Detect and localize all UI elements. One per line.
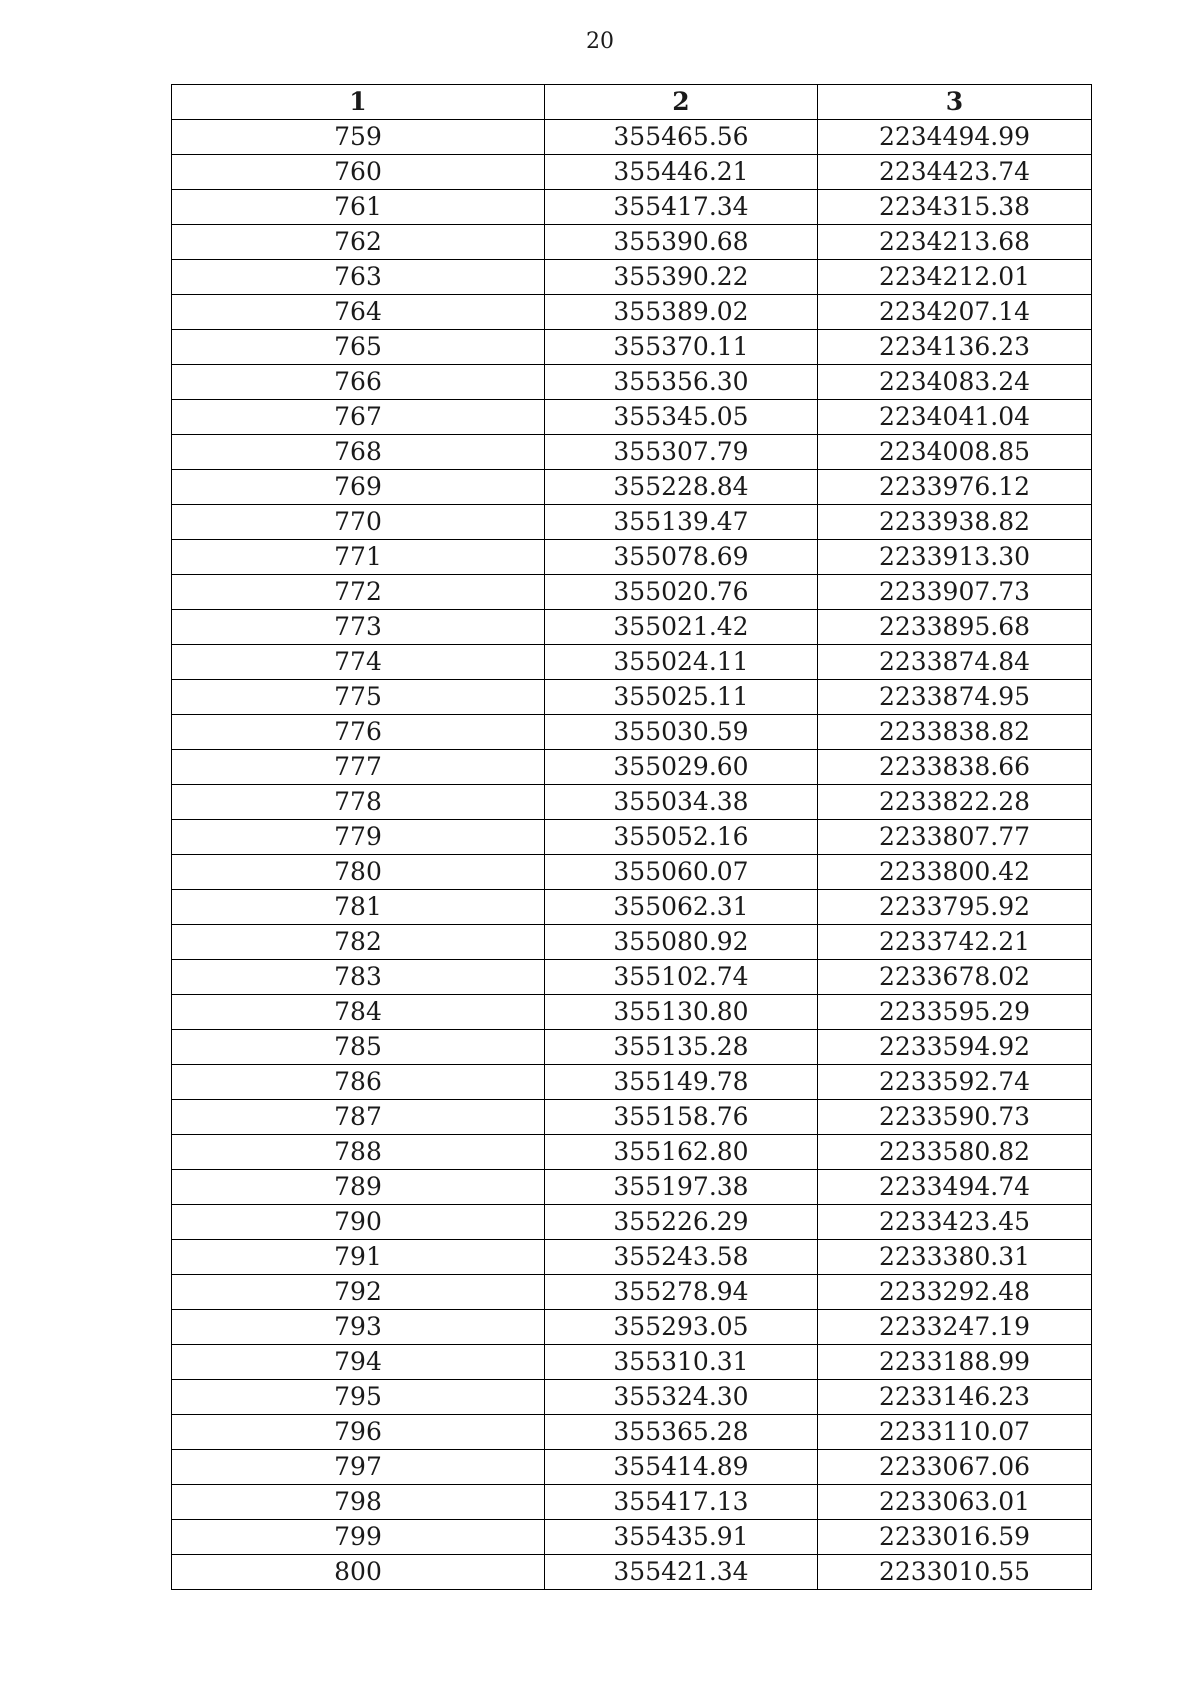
point-number-cell: 783 [172, 960, 545, 995]
table-row [172, 1310, 1092, 1345]
x-coordinate-cell: 355130.80 [545, 995, 818, 1030]
x-coordinate-cell: 355465.56 [545, 120, 818, 155]
y-coordinate-cell: 2233580.82 [818, 1135, 1092, 1170]
point-number-cell: 793 [172, 1310, 545, 1345]
point-number-cell: 778 [172, 785, 545, 820]
table-body [172, 120, 1092, 1590]
x-coordinate-cell: 355029.60 [545, 750, 818, 785]
x-coordinate-cell: 355421.34 [545, 1555, 818, 1590]
point-number-cell: 776 [172, 715, 545, 750]
y-coordinate-cell: 2233807.77 [818, 820, 1092, 855]
point-number-cell: 767 [172, 400, 545, 435]
x-coordinate-cell: 355025.11 [545, 680, 818, 715]
x-coordinate-cell: 355390.22 [545, 260, 818, 295]
y-coordinate-cell: 2233913.30 [818, 540, 1092, 575]
x-coordinate-cell: 355417.13 [545, 1485, 818, 1520]
x-coordinate-cell: 355078.69 [545, 540, 818, 575]
point-number-cell: 761 [172, 190, 545, 225]
table-row [172, 1345, 1092, 1380]
point-number-cell: 780 [172, 855, 545, 890]
y-coordinate-cell: 2234315.38 [818, 190, 1092, 225]
x-coordinate-cell: 355020.76 [545, 575, 818, 610]
table-row [172, 1520, 1092, 1555]
x-coordinate-cell: 355345.05 [545, 400, 818, 435]
y-coordinate-cell: 2234213.68 [818, 225, 1092, 260]
table-row [172, 610, 1092, 645]
x-coordinate-cell: 355158.76 [545, 1100, 818, 1135]
y-coordinate-cell: 2233016.59 [818, 1520, 1092, 1555]
x-coordinate-cell: 355324.30 [545, 1380, 818, 1415]
x-coordinate-cell: 355435.91 [545, 1520, 818, 1555]
table-row [172, 1100, 1092, 1135]
table-row [172, 540, 1092, 575]
table-row [172, 120, 1092, 155]
table-row [172, 505, 1092, 540]
x-coordinate-cell: 355021.42 [545, 610, 818, 645]
y-coordinate-cell: 2233592.74 [818, 1065, 1092, 1100]
table-row [172, 1555, 1092, 1590]
point-number-cell: 798 [172, 1485, 545, 1520]
point-number-cell: 795 [172, 1380, 545, 1415]
y-coordinate-cell: 2233292.48 [818, 1275, 1092, 1310]
y-coordinate-cell: 2234008.85 [818, 435, 1092, 470]
point-number-cell: 760 [172, 155, 545, 190]
table-row [172, 1415, 1092, 1450]
x-coordinate-cell: 355080.92 [545, 925, 818, 960]
point-number-cell: 765 [172, 330, 545, 365]
table-row [172, 330, 1092, 365]
x-coordinate-cell: 355052.16 [545, 820, 818, 855]
x-coordinate-cell: 355149.78 [545, 1065, 818, 1100]
y-coordinate-cell: 2233494.74 [818, 1170, 1092, 1205]
point-number-cell: 792 [172, 1275, 545, 1310]
table-row [172, 750, 1092, 785]
point-number-cell: 781 [172, 890, 545, 925]
y-coordinate-cell: 2233874.95 [818, 680, 1092, 715]
point-number-cell: 777 [172, 750, 545, 785]
table-row [172, 190, 1092, 225]
table-row [172, 155, 1092, 190]
y-coordinate-cell: 2234207.14 [818, 295, 1092, 330]
y-coordinate-cell: 2233895.68 [818, 610, 1092, 645]
point-number-cell: 769 [172, 470, 545, 505]
table-row [172, 645, 1092, 680]
point-number-cell: 800 [172, 1555, 545, 1590]
point-number-cell: 782 [172, 925, 545, 960]
table-row [172, 785, 1092, 820]
x-coordinate-cell: 355162.80 [545, 1135, 818, 1170]
point-number-cell: 786 [172, 1065, 545, 1100]
x-coordinate-cell: 355356.30 [545, 365, 818, 400]
x-coordinate-cell: 355307.79 [545, 435, 818, 470]
x-coordinate-cell: 355030.59 [545, 715, 818, 750]
point-number-cell: 789 [172, 1170, 545, 1205]
point-number-cell: 779 [172, 820, 545, 855]
x-coordinate-cell: 355446.21 [545, 155, 818, 190]
point-number-cell: 764 [172, 295, 545, 330]
x-coordinate-cell: 355293.05 [545, 1310, 818, 1345]
y-coordinate-cell: 2234423.74 [818, 155, 1092, 190]
y-coordinate-cell: 2233595.29 [818, 995, 1092, 1030]
point-number-cell: 771 [172, 540, 545, 575]
y-coordinate-cell: 2234136.23 [818, 330, 1092, 365]
y-coordinate-cell: 2233063.01 [818, 1485, 1092, 1520]
y-coordinate-cell: 2233110.07 [818, 1415, 1092, 1450]
table-row [172, 260, 1092, 295]
y-coordinate-cell: 2233594.92 [818, 1030, 1092, 1065]
x-coordinate-cell: 355365.28 [545, 1415, 818, 1450]
y-coordinate-cell: 2234041.04 [818, 400, 1092, 435]
y-coordinate-cell: 2233907.73 [818, 575, 1092, 610]
coordinates-table [171, 84, 1092, 1590]
table-row [172, 295, 1092, 330]
y-coordinate-cell: 2233822.28 [818, 785, 1092, 820]
table-header-row [172, 85, 1092, 120]
table-row [172, 1135, 1092, 1170]
x-coordinate-cell: 355226.29 [545, 1205, 818, 1240]
table-row [172, 365, 1092, 400]
x-coordinate-cell: 355390.68 [545, 225, 818, 260]
table-row [172, 820, 1092, 855]
table-row [172, 225, 1092, 260]
point-number-cell: 763 [172, 260, 545, 295]
table-row [172, 960, 1092, 995]
table-row [172, 715, 1092, 750]
table-row [172, 1450, 1092, 1485]
y-coordinate-cell: 2234494.99 [818, 120, 1092, 155]
x-coordinate-cell: 355060.07 [545, 855, 818, 890]
y-coordinate-cell: 2233838.66 [818, 750, 1092, 785]
y-coordinate-cell: 2233742.21 [818, 925, 1092, 960]
y-coordinate-cell: 2233380.31 [818, 1240, 1092, 1275]
point-number-cell: 775 [172, 680, 545, 715]
y-coordinate-cell: 2233188.99 [818, 1345, 1092, 1380]
table-row [172, 995, 1092, 1030]
point-number-cell: 762 [172, 225, 545, 260]
point-number-cell: 787 [172, 1100, 545, 1135]
point-number-cell: 774 [172, 645, 545, 680]
x-coordinate-cell: 355062.31 [545, 890, 818, 925]
table-row [172, 1275, 1092, 1310]
page-number: 20 [586, 29, 614, 54]
y-coordinate-cell: 2233795.92 [818, 890, 1092, 925]
y-coordinate-cell: 2233247.19 [818, 1310, 1092, 1345]
x-coordinate-cell: 355417.34 [545, 190, 818, 225]
table-row [172, 400, 1092, 435]
table-row [172, 855, 1092, 890]
x-coordinate-cell: 355243.58 [545, 1240, 818, 1275]
x-coordinate-cell: 355278.94 [545, 1275, 818, 1310]
table-row [172, 1205, 1092, 1240]
y-coordinate-cell: 2233590.73 [818, 1100, 1092, 1135]
y-coordinate-cell: 2233838.82 [818, 715, 1092, 750]
x-coordinate-cell: 355135.28 [545, 1030, 818, 1065]
x-coordinate-cell: 355370.11 [545, 330, 818, 365]
point-number-cell: 794 [172, 1345, 545, 1380]
point-number-cell: 759 [172, 120, 545, 155]
x-coordinate-cell: 355034.38 [545, 785, 818, 820]
table-row [172, 1485, 1092, 1520]
x-coordinate-cell: 355389.02 [545, 295, 818, 330]
y-coordinate-cell: 2233976.12 [818, 470, 1092, 505]
y-coordinate-cell: 2233874.84 [818, 645, 1092, 680]
y-coordinate-cell: 2233423.45 [818, 1205, 1092, 1240]
y-coordinate-cell: 2234212.01 [818, 260, 1092, 295]
column-header: 3 [818, 85, 1092, 120]
table-row [172, 1380, 1092, 1415]
point-number-cell: 768 [172, 435, 545, 470]
point-number-cell: 770 [172, 505, 545, 540]
point-number-cell: 788 [172, 1135, 545, 1170]
point-number-cell: 797 [172, 1450, 545, 1485]
x-coordinate-cell: 355139.47 [545, 505, 818, 540]
table-row [172, 680, 1092, 715]
y-coordinate-cell: 2233938.82 [818, 505, 1092, 540]
x-coordinate-cell: 355197.38 [545, 1170, 818, 1205]
point-number-cell: 785 [172, 1030, 545, 1065]
x-coordinate-cell: 355414.89 [545, 1450, 818, 1485]
point-number-cell: 796 [172, 1415, 545, 1450]
table-row [172, 1170, 1092, 1205]
x-coordinate-cell: 355024.11 [545, 645, 818, 680]
point-number-cell: 773 [172, 610, 545, 645]
x-coordinate-cell: 355310.31 [545, 1345, 818, 1380]
table-row [172, 1030, 1092, 1065]
table-row [172, 435, 1092, 470]
table-row [172, 890, 1092, 925]
table-row [172, 925, 1092, 960]
point-number-cell: 790 [172, 1205, 545, 1240]
table-row [172, 1240, 1092, 1275]
y-coordinate-cell: 2233067.06 [818, 1450, 1092, 1485]
column-header: 1 [172, 85, 545, 120]
y-coordinate-cell: 2233678.02 [818, 960, 1092, 995]
point-number-cell: 784 [172, 995, 545, 1030]
point-number-cell: 766 [172, 365, 545, 400]
point-number-cell: 799 [172, 1520, 545, 1555]
y-coordinate-cell: 2233146.23 [818, 1380, 1092, 1415]
y-coordinate-cell: 2234083.24 [818, 365, 1092, 400]
x-coordinate-cell: 355102.74 [545, 960, 818, 995]
table-row [172, 575, 1092, 610]
y-coordinate-cell: 2233800.42 [818, 855, 1092, 890]
x-coordinate-cell: 355228.84 [545, 470, 818, 505]
table-row [172, 470, 1092, 505]
table-row [172, 1065, 1092, 1100]
y-coordinate-cell: 2233010.55 [818, 1555, 1092, 1590]
column-header: 2 [545, 85, 818, 120]
point-number-cell: 791 [172, 1240, 545, 1275]
point-number-cell: 772 [172, 575, 545, 610]
